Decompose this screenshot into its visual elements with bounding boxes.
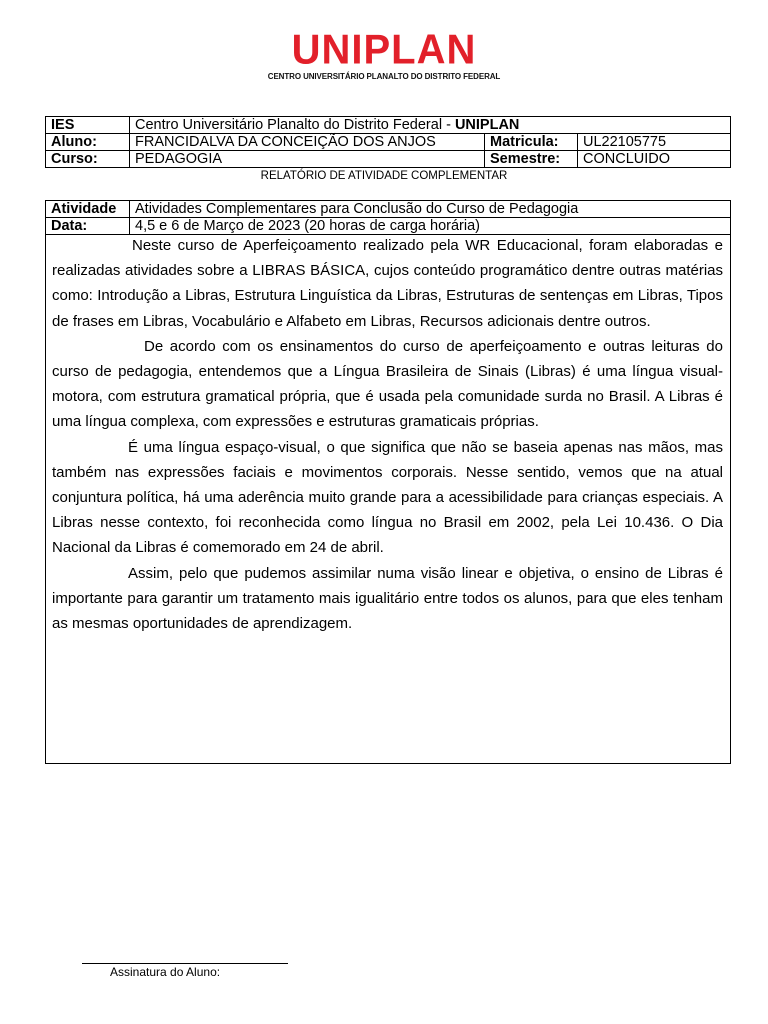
- curso-label: Curso:: [46, 151, 130, 168]
- paragraph-1: Neste curso de Aperfeiçoamento realizado pela WR Educacional, foram elaboradas e realizadas atividades sobre a LIBRAS BÁSICA, cujos conteúdo programático dentre outras matérias como: Introdução a Libras, Estrutura Linguística da Libras, Estruturas de sentenças em Libras, Tipos de frases em Libras, Vocabulário e Alfabeto em Libras, Recursos adicionais dentre outros.: [52, 237, 723, 330]
- activity-table: [45, 200, 731, 235]
- atividade-row: [46, 201, 731, 218]
- paragraph-3: É uma língua espaço-visual, o que significa que não se baseia apenas nas mãos, mas também nas expressões faciais e movimentos corporais. Nesse sentido, vemos que na atual conjuntura política, há uma aderência muito grande para a acessibilidade para crianças especiais. A Libras nesse contexto, foi reconhecida como língua no Brasil em 2002, pela Lei 10.436. O Dia Nacional da Libras é comemorado em 24 de abril.: [52, 438, 723, 557]
- atividade-value: Atividades Complementares para Conclusão do Curso de Pedagogia: [130, 201, 731, 218]
- report-body: [52, 233, 723, 636]
- semestre-value: CONCLUIDO: [578, 151, 731, 168]
- student-info-table: [45, 116, 731, 168]
- aluno-value: FRANCIDALVA DA CONCEIÇÃO DOS ANJOS: [130, 134, 485, 151]
- ies-label: IES: [46, 117, 130, 134]
- matricula-label: Matricula:: [485, 134, 578, 151]
- data-row: [46, 218, 731, 235]
- signature-line: [82, 963, 288, 964]
- logo-subtitle: CENTRO UNIVERSITÁRIO PLANALTO DO DISTRITO FEDERAL: [267, 72, 501, 81]
- aluno-label: Aluno:: [46, 134, 130, 151]
- matricula-value: UL22105775: [578, 134, 731, 151]
- ies-row: [46, 117, 731, 134]
- curso-row: [46, 151, 731, 168]
- logo-wordmark: UNIPLAN: [291, 26, 477, 74]
- ies-acronym: UNIPLAN: [454, 117, 520, 133]
- data-label: Data:: [46, 218, 130, 235]
- data-value: 4,5 e 6 de Março de 2023 (20 horas de carga horária): [130, 218, 731, 235]
- ies-name: Centro Universitário Planalto do Distrito Federal -: [135, 117, 455, 133]
- atividade-label: Atividade: [46, 201, 130, 218]
- report-title: RELATÓRIO DE ATIVIDADE COMPLEMENTAR: [260, 170, 508, 182]
- paragraph-2: De acordo com os ensinamentos do curso de aperfeiçoamento e outras leituras do curso de pedagogia, entendemos que a Língua Brasileira de Sinais (Libras) é uma língua visual-motora, com estrutura gramatical própria, que é usada pela comunidade surda no Brasil. A Libras é uma língua complexa, com expressões e estruturas gramaticais próprias.: [52, 337, 723, 431]
- ies-value: [130, 117, 731, 134]
- semestre-label: Semestre:: [485, 151, 578, 168]
- uniplan-logo: [0, 26, 768, 81]
- signature-label: Assinatura do Aluno:: [110, 965, 221, 979]
- curso-value: PEDAGOGIA: [130, 151, 485, 168]
- aluno-row: [46, 134, 731, 151]
- paragraph-4: Assim, pelo que pudemos assimilar numa visão linear e objetiva, o ensino de Libras é importante para garantir um tratamento mais igualitário entre todos os alunos, para que eles tenham as mesmas oportunidades de aprendizagem.: [52, 564, 723, 633]
